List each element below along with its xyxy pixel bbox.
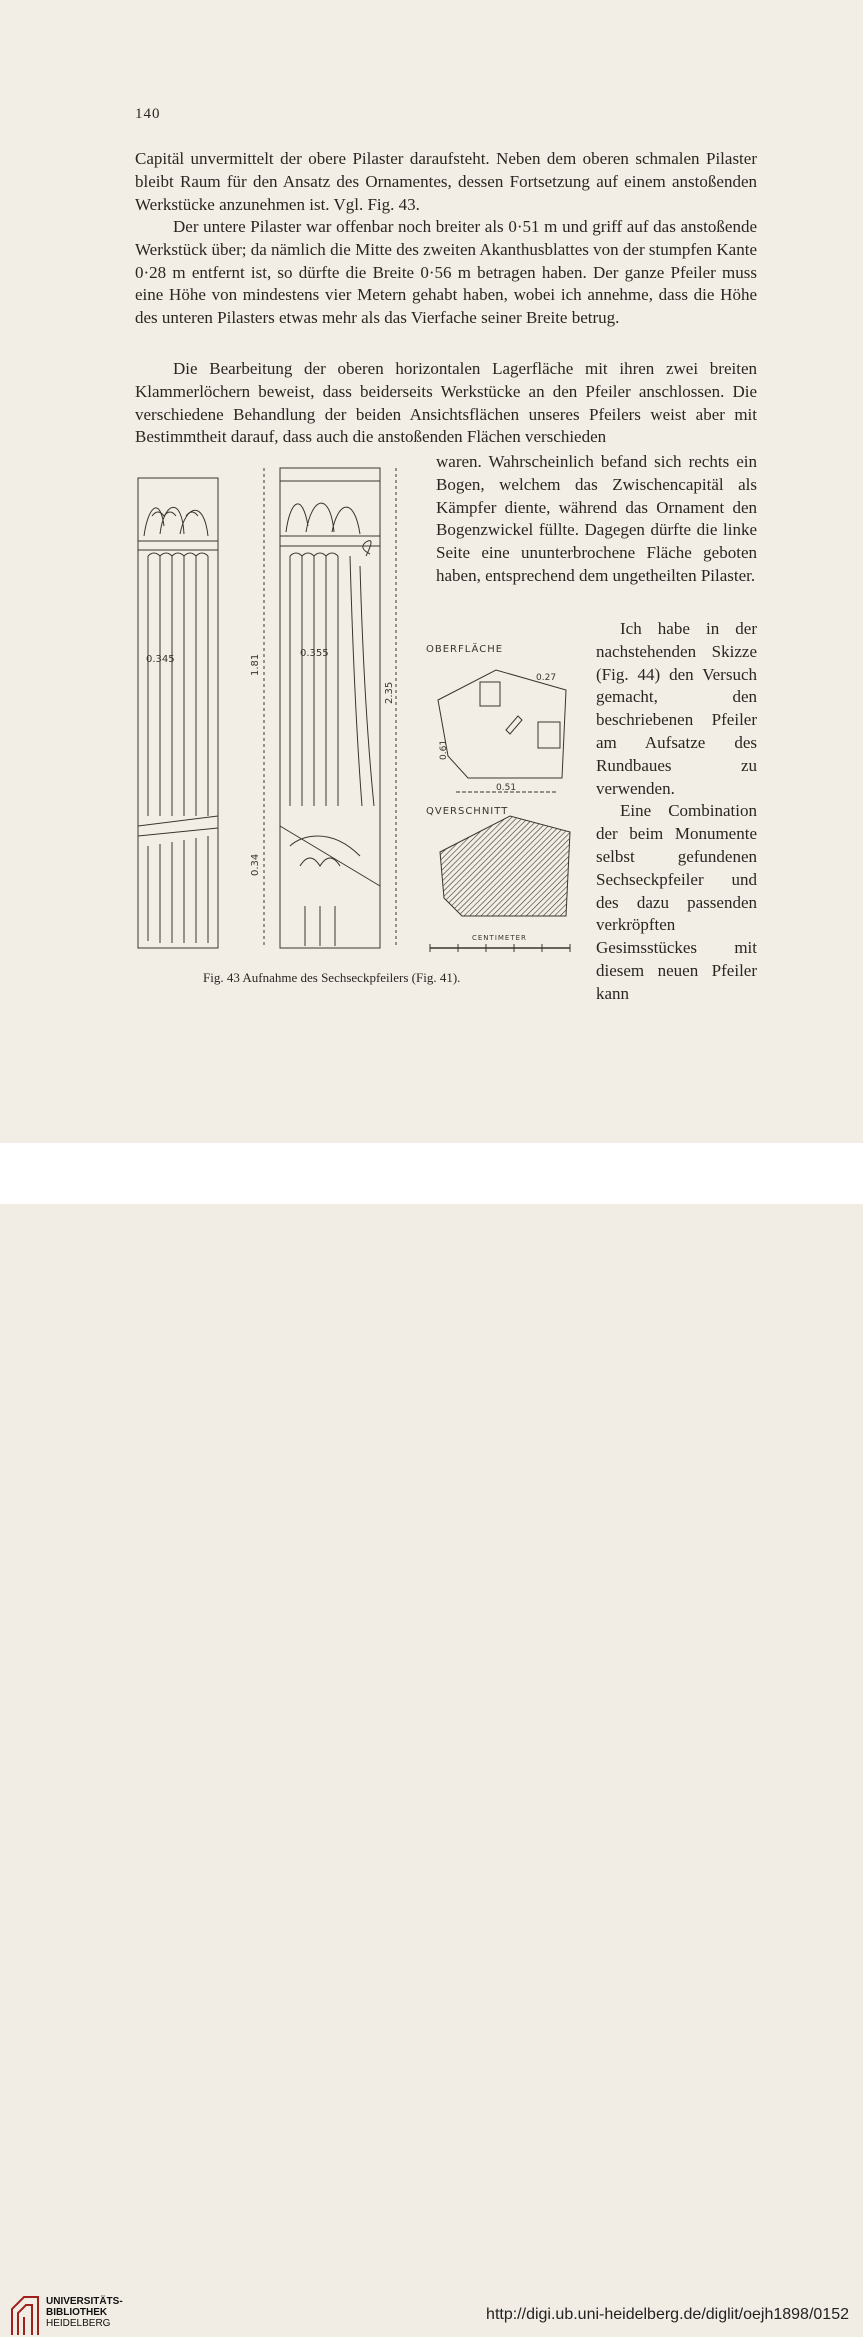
dim-f: 0.51: [496, 783, 517, 793]
library-line-1: UNIVERSITÄTS-: [46, 2296, 123, 2307]
label-scale: CENTIMETER: [472, 934, 527, 942]
dim-c: 1.81: [250, 653, 261, 676]
dim-g: 0.27: [536, 673, 557, 683]
dim-e: 0.34: [250, 853, 261, 876]
narrow-paragraph-2: Eine Combination der beim Monumente selbst gefundenen Sechseckpfeiler und des dazu passenden verkröpften Gesimsstückes mit diesem neuen Pfeiler kann: [596, 801, 757, 1003]
label-cross-section: QVERSCHNITT: [426, 806, 509, 817]
library-line-2: BIBLIOTHEK: [46, 2307, 108, 2318]
dim-b: 0.355: [300, 648, 329, 659]
narrow-paragraph-1: Ich habe in der nachstehenden Skizze (Fig. 44) den Versuch gemacht, den beschriebenen Pfeiler am Aufsatze des Rundbaues zu verwenden.: [596, 619, 757, 798]
library-logo: [10, 2295, 40, 2337]
label-top-surface: OBERFLÄCHE: [426, 644, 504, 655]
scanned-page: [0, 0, 863, 1143]
paragraph-2: Der untere Pilaster war offenbar noch breiter als 0·51 m und griff auf das anstoßende Werkstück über; da nämlich die Mitte des zweiten Akanthusblattes von der stumpfen Kante 0·28 m entfernt ist, so dürfte die Breite 0·56 m betragen haben. Der ganze Pfeiler muss eine Höhe von mindestens vier Metern gehabt haben, wobei ich annehme, dass die Höhe des unteren Pilasters etwas mehr als das Vierfache seiner Breite betrug.: [135, 217, 757, 328]
dim-a: 0.345: [146, 654, 175, 665]
dim-d: 2.35: [384, 681, 395, 704]
library-name: [46, 2296, 123, 2329]
footer-bar: [0, 1143, 863, 2329]
paragraph-3: Die Bearbeitung der oberen horizontalen Lagerfläche mit ihren zwei breiten Klammerlöchern beweist, dass beiderseits Werkstücke an den Pfeiler anschlossen. Die verschiedene Behandlung der beiden Ansichtsflächen unseres Pfeilers weist aber mit Bestimmtheit darauf, dass auch die anstoßenden Flächen verschieden: [135, 359, 757, 447]
cross-section-drawing: [426, 812, 594, 960]
source-url[interactable]: http://digi.ub.uni-heidelberg.de/diglit/oejh1898/0152: [486, 2306, 849, 2323]
figure-43-drawing: [130, 456, 410, 966]
top-surface-drawing: [426, 660, 594, 800]
page-number: 140: [135, 106, 161, 122]
paragraph-1: Capitäl unvermittelt der obere Pilaster daraufsteht. Neben dem oberen schmalen Pilaster bleibt Raum für den Ansatz des Ornamentes, dessen Fortsetzung auf einem anstoßenden Werkstücke anzunehmen ist. Vgl. Fig. 43.: [135, 149, 757, 214]
column-text: waren. Wahrscheinlich befand sich rechts ein Bogen, welchem das Zwischencapitäl als Kämpfer diente, während das Ornament den Bogenzwickel füllte. Dagegen dürfte die linke Seite eine ununterbrochene Fläche geboten haben, entsprechend dem ungetheilten Pilaster.: [436, 452, 757, 585]
figure-caption: Fig. 43 Aufnahme des Sechseckpfeilers (Fig. 41).: [203, 970, 461, 985]
dim-h: 0.61: [439, 739, 449, 760]
narrow-column: [596, 618, 757, 1006]
library-line-3: HEIDELBERG: [46, 2318, 111, 2329]
